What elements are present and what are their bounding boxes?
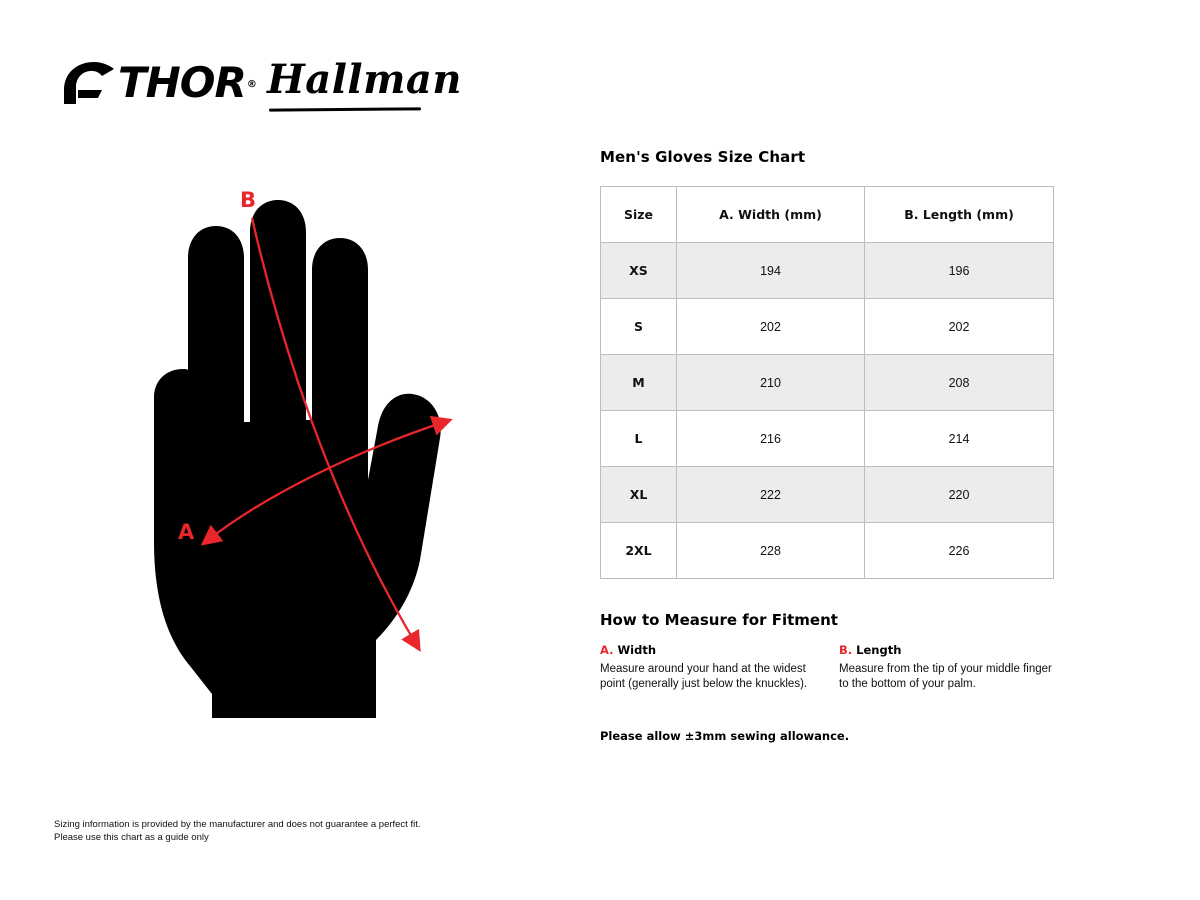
measure-letter-a: A. [600,643,614,657]
measure-text-width: Measure around your hand at the widest point (generally just below the knuckles). [600,663,808,690]
cell-length: 214 [865,411,1054,467]
cell-length: 202 [865,299,1054,355]
table-row [601,243,1054,299]
measure-text-length: Measure from the tip of your middle finger to the bottom of your palm. [839,663,1052,690]
page-title: Men's Gloves Size Chart [600,148,806,166]
footer-line-1: Sizing information is provided by the manufacturer and does not guarantee a perfect fit. [54,819,421,830]
cell-size: XL [601,467,677,523]
size-chart-table [600,186,1054,579]
hand-silhouette [154,200,441,718]
table-row [601,299,1054,355]
thor-helmet-icon [62,60,116,106]
measure-letter-b: B. [839,643,853,657]
measure-item-length [839,643,1054,691]
cell-length: 208 [865,355,1054,411]
cell-width: 222 [677,467,865,523]
hallman-underline-flourish [269,107,421,111]
table-header-row [601,187,1054,243]
cell-size: L [601,411,677,467]
cell-length: 196 [865,243,1054,299]
cell-size: M [601,355,677,411]
cell-size: 2XL [601,523,677,579]
how-to-measure-title: How to Measure for Fitment [600,611,838,629]
cell-length: 226 [865,523,1054,579]
cell-size: XS [601,243,677,299]
diagram-label-b: B [240,188,257,212]
table-row [601,411,1054,467]
cell-width: 210 [677,355,865,411]
cell-width: 216 [677,411,865,467]
measure-name-length: Length [856,643,902,657]
thor-logo [62,58,256,108]
table-row [601,467,1054,523]
hand-measurement-diagram [130,170,560,730]
measure-item-width [600,643,815,691]
hallman-wordmark: Hallman [267,56,462,103]
table-row [601,523,1054,579]
footer-disclaimer [54,818,421,844]
registered-trademark-icon: ® [246,79,256,90]
measure-name-width: Width [617,643,657,657]
sewing-allowance-note: Please allow ±3mm sewing allowance. [600,729,850,743]
brand-header [62,56,462,120]
column-header-width: A. Width (mm) [677,187,865,243]
footer-line-2: Please use this chart as a guide only [54,832,209,843]
how-to-measure-columns [600,643,1100,691]
cell-width: 194 [677,243,865,299]
cell-width: 228 [677,523,865,579]
cell-size: S [601,299,677,355]
table-row [601,355,1054,411]
cell-width: 202 [677,299,865,355]
cell-length: 220 [865,467,1054,523]
size-chart-panel [600,148,1100,743]
column-header-length: B. Length (mm) [865,187,1054,243]
column-header-size: Size [601,187,677,243]
thor-wordmark: THOR [118,58,246,107]
diagram-label-a: A [178,520,195,544]
